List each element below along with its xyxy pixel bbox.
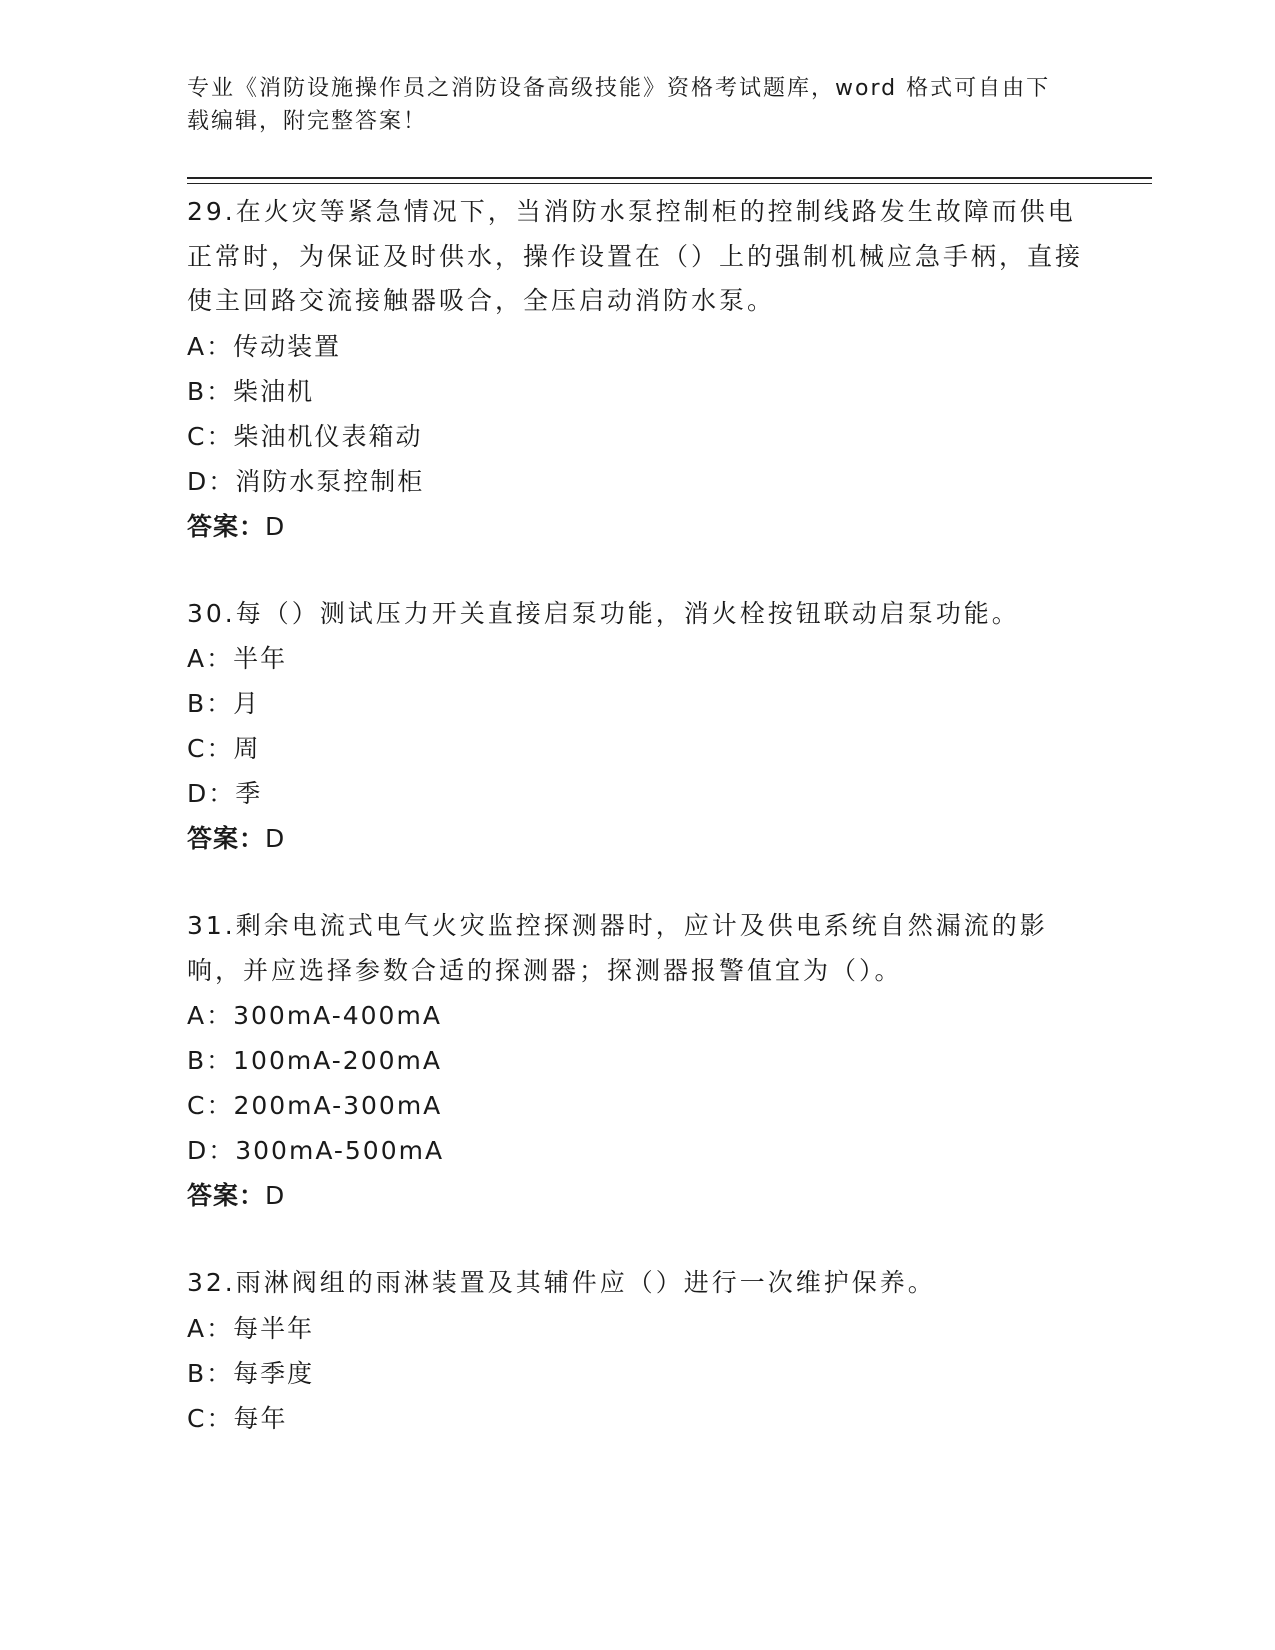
answer-line bbox=[187, 1173, 1087, 1219]
question-29 bbox=[187, 190, 1087, 550]
option-b: B：每季度 bbox=[187, 1358, 315, 1388]
option-b: B：100mA-200mA bbox=[187, 1046, 442, 1075]
option-d: D：消防水泵控制柜 bbox=[187, 466, 425, 496]
header-divider-thick bbox=[187, 177, 1152, 179]
question-text: 32.雨淋阀组的雨淋装置及其辅件应（）进行一次维护保养。 bbox=[187, 1268, 936, 1297]
question-text: 29.在火灾等紧急情况下，当消防水泵控制柜的控制线路发生故障而供电正常时，为保证及时供水，操作设置在（）上的强制机械应急手柄，直接使主回路交流接触器吸合，全压启动消防水泵。 bbox=[187, 197, 1084, 315]
answer-value: D bbox=[265, 824, 285, 853]
answer-label: 答案： bbox=[187, 824, 266, 853]
option-a: A：300mA-400mA bbox=[187, 1001, 442, 1030]
option-b: B：月 bbox=[187, 689, 261, 718]
header-divider-thin bbox=[187, 183, 1152, 184]
answer-label: 答案： bbox=[187, 511, 266, 541]
question-text: 31.剩余电流式电气火灾监控探测器时，应计及供电系统自然漏流的影响，并应选择参数合适的探测器；探测器报警值宜为（）。 bbox=[187, 911, 1048, 985]
answer-line bbox=[187, 504, 1087, 550]
option-c: C：柴油机仪表箱动 bbox=[187, 421, 423, 451]
option-a: A：每半年 bbox=[187, 1313, 315, 1343]
option-c: C：周 bbox=[187, 734, 261, 763]
question-32 bbox=[187, 1261, 1087, 1441]
answer-label: 答案： bbox=[187, 1181, 266, 1210]
option-a: A：传动装置 bbox=[187, 331, 342, 361]
question-31 bbox=[187, 904, 1087, 1219]
option-c: C：200mA-300mA bbox=[187, 1091, 443, 1120]
option-d: D：300mA-500mA bbox=[187, 1136, 445, 1165]
question-text: 30.每（）测试压力开关直接启泵功能，消火栓按钮联动启泵功能。 bbox=[187, 598, 1020, 628]
option-b: B：柴油机 bbox=[187, 376, 315, 406]
document-header: 专业《消防设施操作员之消防设备高级技能》资格考试题库，word 格式可自由下载编辑，附完整答案！ bbox=[187, 76, 1051, 134]
option-a: A：半年 bbox=[187, 644, 288, 673]
question-30 bbox=[187, 592, 1087, 863]
question-list bbox=[187, 190, 1087, 1483]
answer-line bbox=[187, 816, 1087, 862]
answer-value: D bbox=[265, 511, 285, 541]
option-c: C：每年 bbox=[187, 1403, 288, 1433]
answer-value: D bbox=[265, 1181, 285, 1210]
option-d: D：季 bbox=[187, 779, 263, 808]
